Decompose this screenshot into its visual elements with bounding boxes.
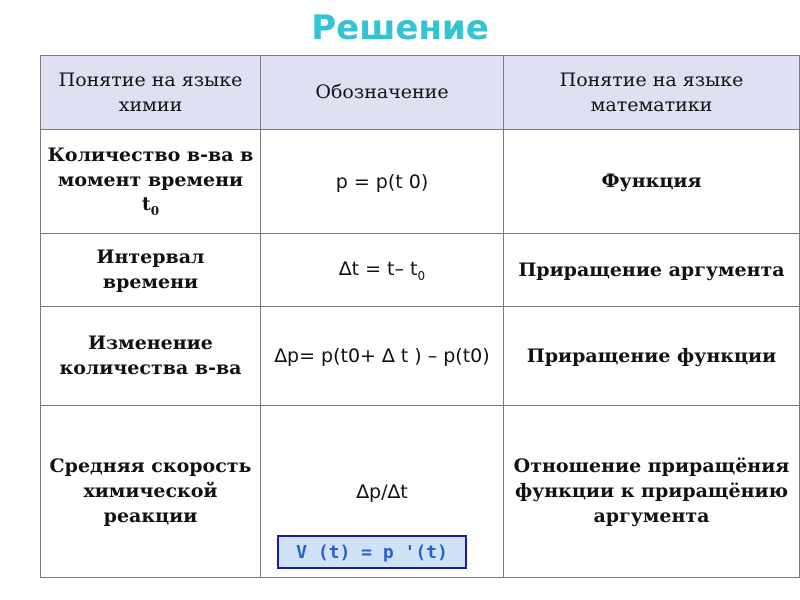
- table-row: [41, 307, 800, 406]
- table-row: [41, 130, 800, 234]
- notation-cell: [261, 234, 504, 307]
- math-cell: [504, 406, 800, 578]
- subscript: 0: [150, 204, 160, 219]
- notation-cell: [261, 307, 504, 406]
- subscript: 0: [417, 268, 426, 283]
- math-cell: [504, 307, 800, 406]
- math-concept: Функция: [601, 170, 702, 193]
- notation: ∆p= p(t0+ ∆ t ) – p(t0): [274, 345, 490, 367]
- notation: p = p(t 0): [335, 170, 429, 193]
- formula-box: V (t) = p '(t): [277, 535, 467, 569]
- table-row: [41, 406, 800, 578]
- chem-concept: Количество в-ва в момент времени t: [47, 144, 254, 216]
- math-concept: Приращение функции: [526, 344, 777, 367]
- notation: ∆t = t– t: [338, 257, 418, 280]
- header-cell: [261, 56, 504, 130]
- math-concept: Отношение приращёния функции к приращёнию аргумента: [513, 455, 790, 527]
- header-notation: Обозначение: [315, 81, 449, 104]
- chem-cell: [41, 130, 261, 234]
- chem-concept: Изменение количества в-ва: [59, 332, 242, 379]
- math-cell: [504, 130, 800, 234]
- notation: ∆p/∆t: [356, 480, 408, 503]
- table-row: [41, 234, 800, 307]
- chem-cell: [41, 234, 261, 307]
- header-chem: Понятие на языке химии: [58, 68, 243, 116]
- header-cell: [504, 56, 800, 130]
- notation-cell: [261, 406, 504, 578]
- header-cell: [41, 56, 261, 130]
- math-cell: [504, 234, 800, 307]
- chem-cell: [41, 307, 261, 406]
- concept-table: [40, 55, 800, 578]
- chem-concept: Средняя скорость химической реакции: [49, 455, 252, 527]
- table-header-row: [41, 56, 800, 130]
- chem-concept: Интервал времени: [96, 246, 205, 293]
- notation-cell: [261, 130, 504, 234]
- header-math: Понятие на языке математики: [559, 68, 744, 116]
- slide-title: Решение: [311, 8, 489, 48]
- chem-cell: [41, 406, 261, 578]
- math-concept: Приращение аргумента: [518, 258, 785, 281]
